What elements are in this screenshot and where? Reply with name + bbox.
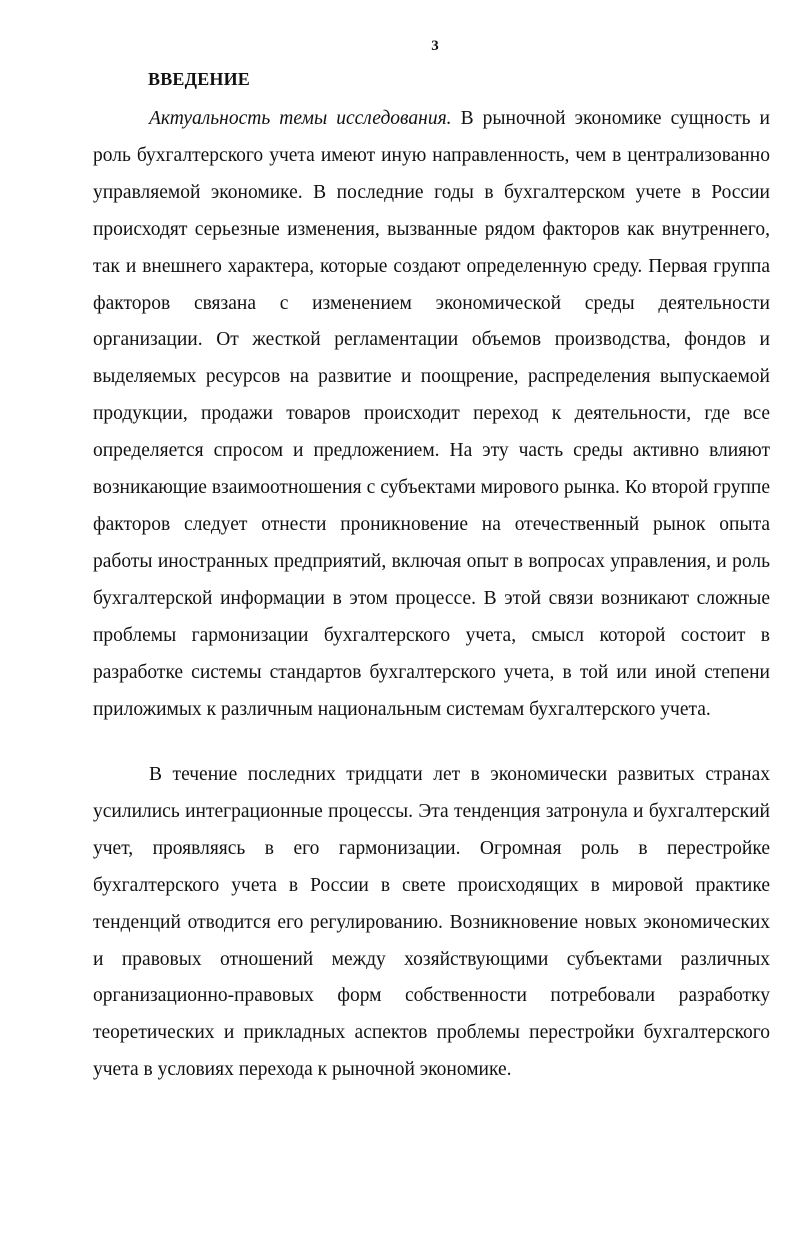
paragraph-relevance	[93, 101, 770, 728]
paragraph-text: В рыночной экономике сущность и роль бухгалтерского учета имеют иную направленность, чем в централизованно управляемой экономике. В последние годы в бухгалтерском учете в России происходят серьезные изменения, вызванные рядом факторов как внутреннего, так и внешнего характера, которые создают определенную среду. Первая группа факторов связана с изменением экономической среды деятельности организации. От жесткой регламентации объемов производства, фондов и выделяемых ресурсов на развитие и поощрение, распределения выпускаемой продукции, продажи товаров происходит переход к деятельности, где все определяется спросом и предложением. На эту часть среды активно влияют возникающие взаимоотношения с субъектами мирового рынка. Ко второй группе факторов следует отнести проникновение на отечественный рынок опыта работы иностранных предприятий, включая опыт в вопросах управления, и роль бухгалтерской информации в этом процессе. В этой связи возникают сложные проблемы гармонизации бухгалтерского учета, смысл которой состоит в разработке системы стандартов бухгалтерского учета, в той или иной степени приложимых к различным национальным системам бухгалтерского учета.	[93, 108, 770, 720]
page-number: 3	[431, 38, 439, 54]
section-heading: ВВЕДЕНИЕ	[148, 69, 251, 89]
paragraph-integration	[93, 757, 770, 1089]
paragraph-text: В течение последних тридцати лет в экономически развитых странах усилились интеграционные процессы. Эта тенденция затронула и бухгалтерский учет, проявляясь в его гармонизации. Огромная роль в перестройке бухгалтерского учета в России в свете происходящих в мировой практике тенденций отводится его регулированию. Возникновение новых экономических и правовых отношений между хозяйствующими субъектами различных организационно-правовых форм собственности потребовали разработку теоретических и прикладных аспектов проблемы перестройки бухгалтерского учета в условиях перехода к рыночной экономике.	[93, 764, 770, 1081]
paragraph-lead: Актуальность темы исследования.	[149, 108, 452, 129]
